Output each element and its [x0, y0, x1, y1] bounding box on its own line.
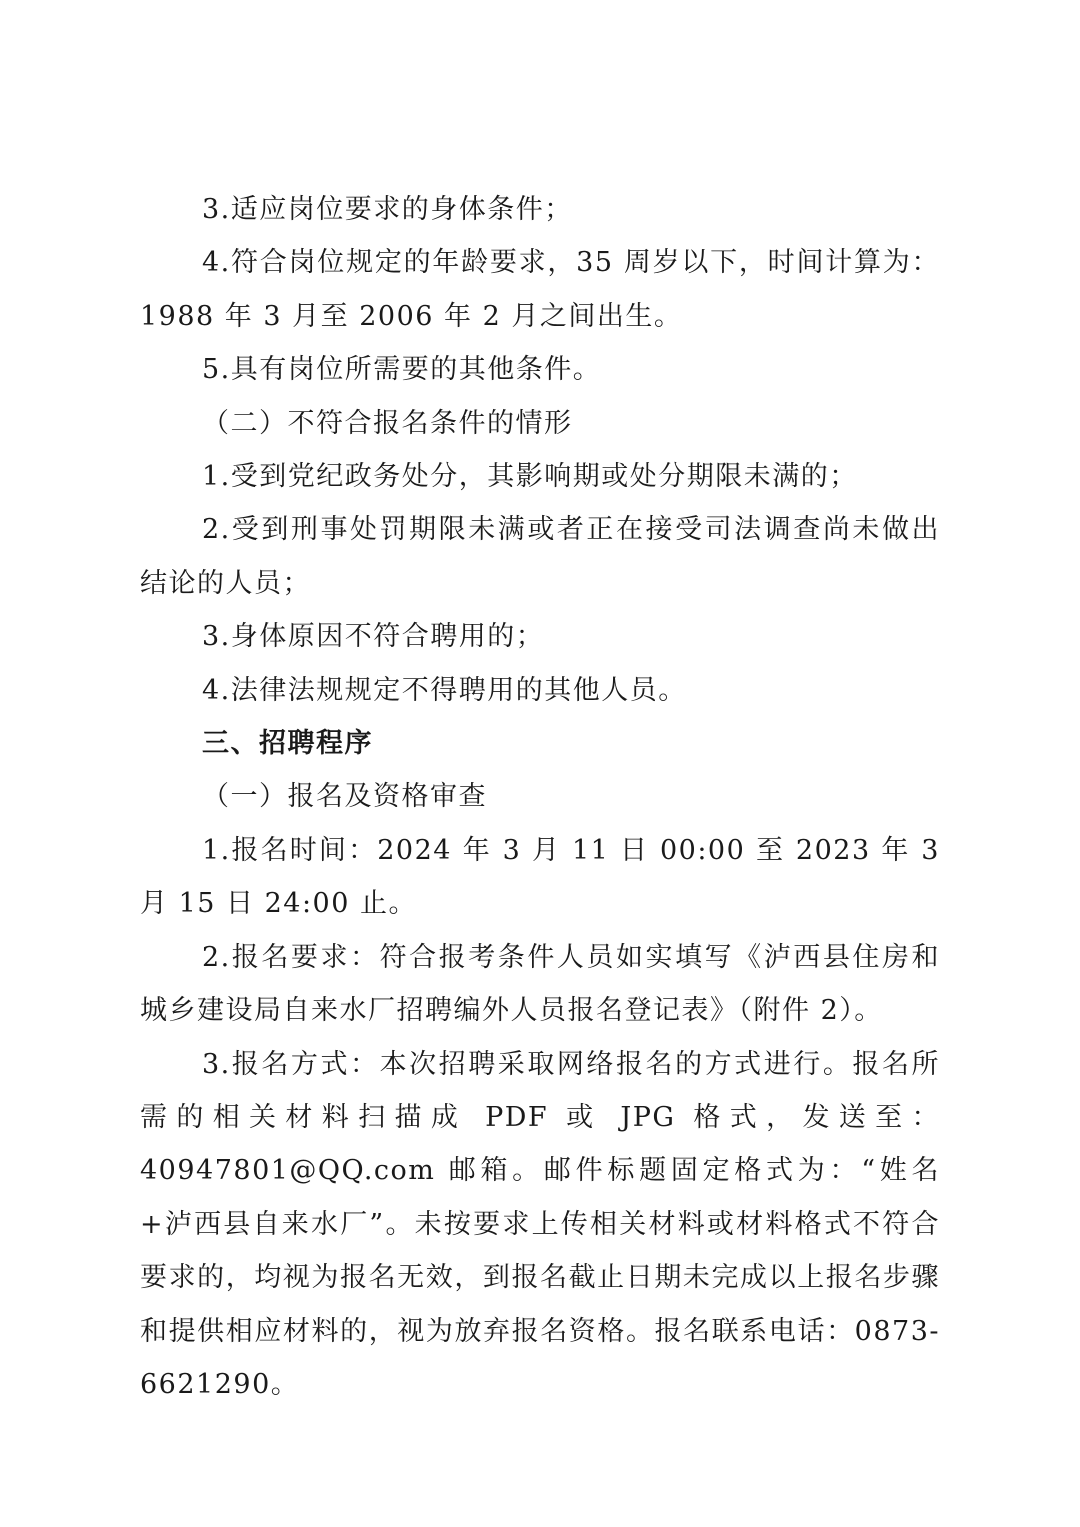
- paragraph-age-requirement: 4.符合岗位规定的年龄要求，35 周岁以下，时间计算为：1988 年 3 月至 2006 年 2 月之间出生。: [140, 247, 940, 332]
- paragraph-registration-time: 1.报名时间：2024 年 3 月 11 日 00:00 至 2023 年 3 月 15 日 24:00 止。: [140, 834, 940, 920]
- subheading-registration-review: （一）报名及资格审查: [202, 781, 487, 813]
- paragraph-health-reason: 3.身体原因不符合聘用的；: [202, 621, 545, 653]
- paragraph-physical-condition: 3.适应岗位要求的身体条件；: [202, 194, 573, 225]
- paragraph-disciplinary-sanction: 1.受到党纪政务处分，其影响期或处分期限未满的；: [202, 461, 858, 493]
- paragraph-registration-requirement: 2.报名要求：符合报考条件人员如实填写《泸西县住房和城乡建设局自来水厂招聘编外人员报名登记表》（附件 2）。: [140, 941, 940, 1027]
- paragraph-other-conditions: 5.具有岗位所需要的其他条件。: [202, 354, 602, 386]
- paragraph-registration-method: 3.报名方式：本次招聘采取网络报名的方式进行。报名所需的相关材料扫描成 PDF 或 JPG 格式，发送至：40947801@QQ.com 邮箱。邮件标题固定格式为：“姓名+泸西县自来水厂”。未按要求上传相关材料或材料格式不符合要求的，均视为报名无效，到报名截止日期未完成以上报名步骤和提供相应材料的，视为放弃报名资格。报名联系电话：0873-6621290。: [140, 1048, 940, 1400]
- paragraph-criminal-penalty: 2.受到刑事处罚期限未满或者正在接受司法调查尚未做出结论的人员；: [140, 514, 940, 599]
- paragraph-legal-prohibition: 4.法律法规规定不得聘用的其他人员。: [202, 674, 687, 706]
- document-page: [140, 183, 940, 1411]
- section-heading-recruitment-procedure: 三、招聘程序: [202, 728, 373, 760]
- subheading-ineligible-cases: （二）不符合报名条件的情形: [202, 407, 573, 439]
